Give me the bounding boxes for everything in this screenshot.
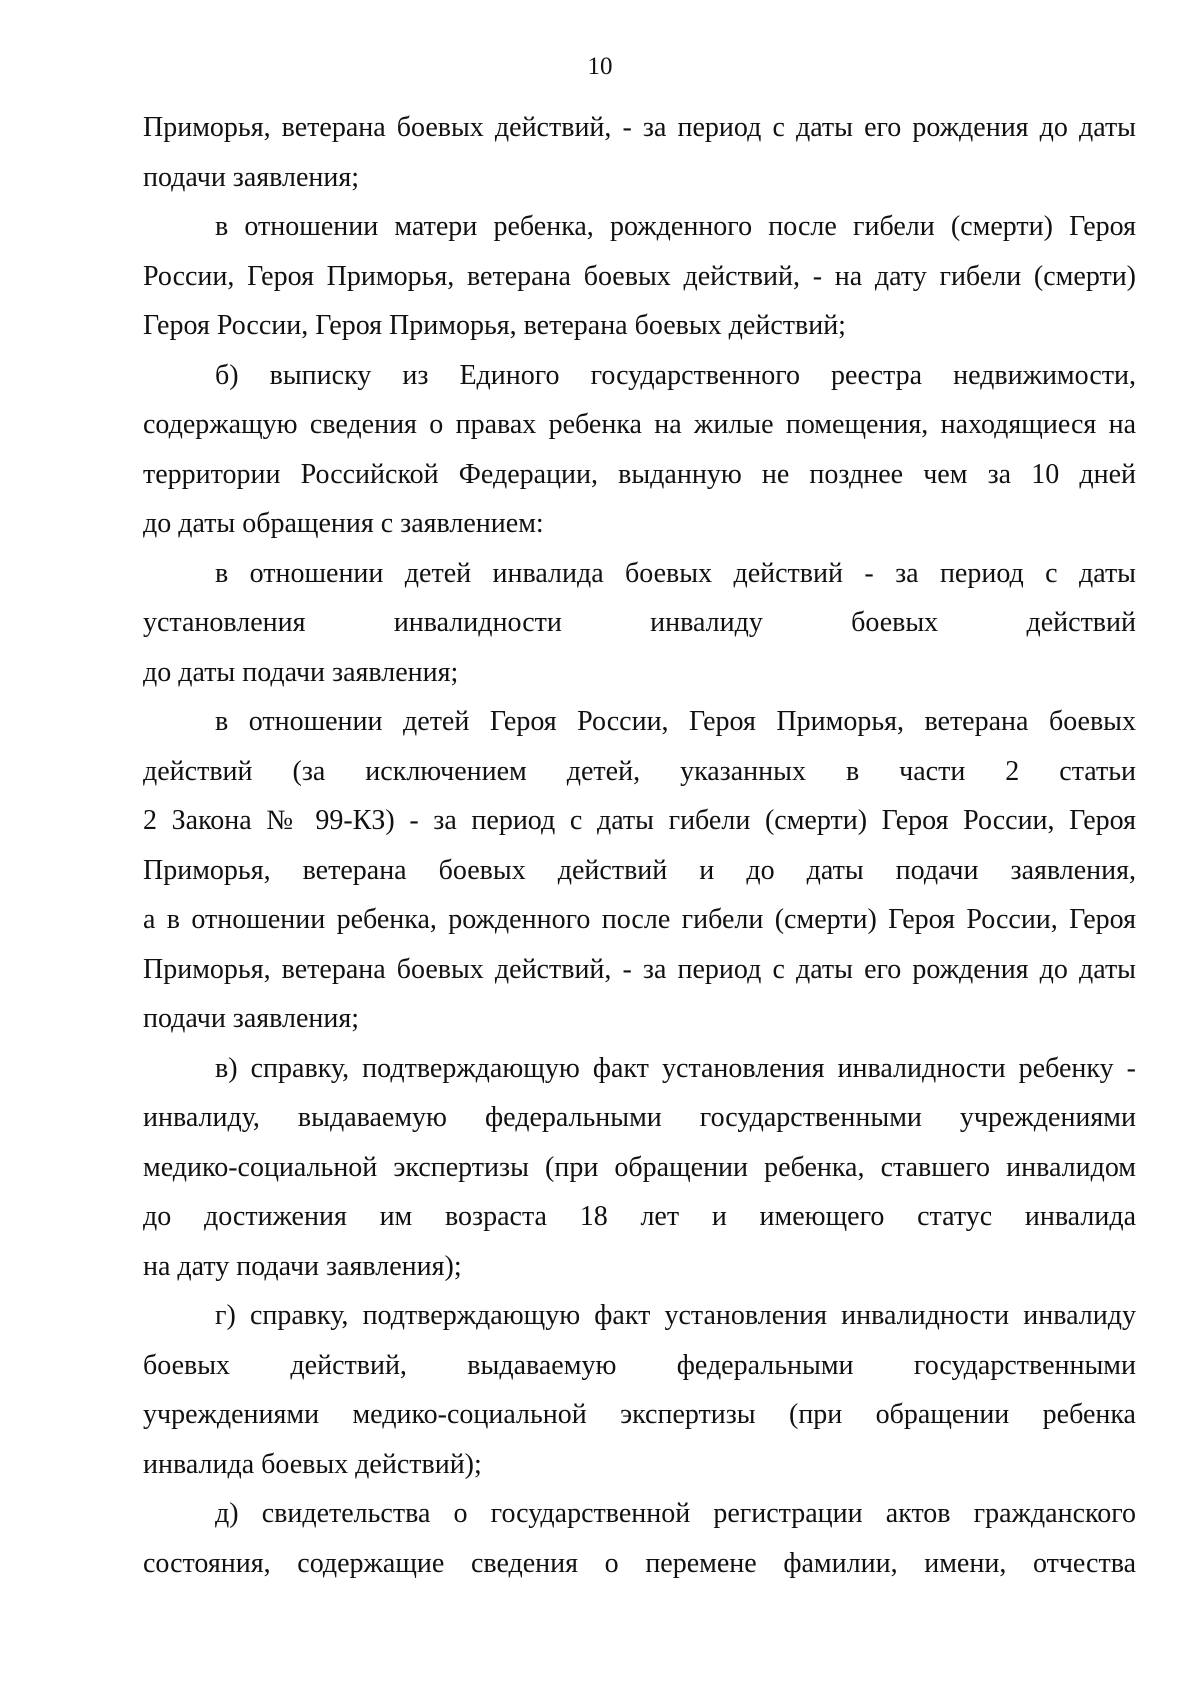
paragraph <box>143 103 1136 202</box>
text-line: инвалиду, выдаваемую федеральными государственными учреждениями <box>143 1102 1136 1133</box>
text-line: боевых действий, выдаваемую федеральными государственными <box>143 1349 1136 1381</box>
text-line: установления инвалидности инвалиду боевых действий <box>143 607 1136 638</box>
text-line: 2 Закона № 99-КЗ) - за период с даты гибели (смерти) Героя России, Героя <box>143 805 1136 836</box>
text-line: учреждениями медико-социальной экспертизы (при обращении ребенка <box>143 1399 1136 1430</box>
paragraph <box>143 549 1136 698</box>
page-number: 10 <box>587 53 613 80</box>
paragraph <box>143 1291 1136 1489</box>
text-line: д) свидетельства о государственной регистрации актов гражданского <box>215 1498 1136 1529</box>
paragraph <box>143 1489 1136 1588</box>
text-line: до даты обращения с заявлением: <box>143 508 544 539</box>
text-line: в отношении детей инвалида боевых действий - за период с даты <box>215 557 1136 589</box>
text-line: б) выписку из Единого государственного реестра недвижимости, <box>215 359 1136 391</box>
text-line: подачи заявления; <box>143 1003 360 1034</box>
text-line: Героя России, Героя Приморья, ветерана боевых действий; <box>143 310 846 341</box>
text-line: Приморья, ветерана боевых действий, - за период с даты его рождения до даты <box>143 953 1136 985</box>
text-line: на дату подачи заявления); <box>143 1250 462 1282</box>
text-line: состояния, содержащие сведения о перемене фамилии, имени, отчества <box>143 1547 1136 1579</box>
text-line: в отношении детей Героя России, Героя Приморья, ветерана боевых <box>215 706 1136 737</box>
paragraph <box>143 697 1136 1044</box>
text-line: России, Героя Приморья, ветерана боевых действий, - на дату гибели (смерти) <box>143 260 1136 292</box>
text-line: в) справку, подтверждающую факт установления инвалидности ребенку - <box>215 1052 1136 1084</box>
text-line: в отношении матери ребенка, рожденного после гибели (смерти) Героя <box>215 211 1136 242</box>
text-line: территории Российской Федерации, выданную не позднее чем за 10 дней <box>143 458 1136 490</box>
text-line: до даты подачи заявления; <box>143 656 459 688</box>
paragraph <box>143 351 1136 549</box>
text-line: содержащую сведения о правах ребенка на жилые помещения, находящиеся на <box>143 409 1136 440</box>
text-line: инвалида боевых действий); <box>143 1448 482 1480</box>
text-line: до достижения им возраста 18 лет и имеющего статус инвалида <box>143 1201 1136 1232</box>
text-line: г) справку, подтверждающую факт установления инвалидности инвалиду <box>215 1300 1136 1331</box>
text-line: подачи заявления; <box>143 161 360 193</box>
paragraph <box>143 1044 1136 1292</box>
text-line: медико-социальной экспертизы (при обращении ребенка, ставшего инвалидом <box>143 1151 1136 1183</box>
paragraph <box>143 202 1136 351</box>
text-line: а в отношении ребенка, рожденного после гибели (смерти) Героя России, Героя <box>143 904 1136 935</box>
document-body <box>143 103 1136 1588</box>
text-line: действий (за исключением детей, указанных в части 2 статьи <box>143 755 1136 787</box>
text-line: Приморья, ветерана боевых действий, - за период с даты его рождения до даты <box>143 112 1136 143</box>
text-line: Приморья, ветерана боевых действий и до даты подачи заявления, <box>143 854 1136 886</box>
